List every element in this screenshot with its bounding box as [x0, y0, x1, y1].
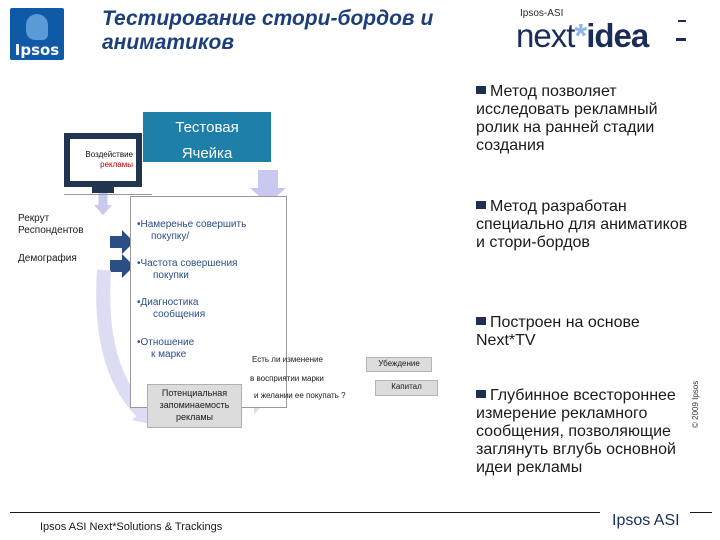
bullet-purchase-frequency-line1: •Частота совершения — [137, 258, 238, 269]
test-cell-box — [143, 112, 271, 162]
test-cell-line1: Тестовая — [175, 119, 239, 136]
right-bullet-2 — [476, 198, 700, 252]
right-bullet-1 — [476, 83, 700, 155]
footer-brand: Ipsos ASI — [612, 512, 680, 529]
capital-tag: Капитал — [375, 380, 438, 396]
footer-line-right — [690, 512, 712, 513]
bullet-purchase-intent-line1: •Намеренье совершить — [137, 219, 247, 230]
tv-base-line — [64, 194, 152, 195]
demography-label: Демография — [18, 253, 77, 264]
brand-next: next — [516, 17, 575, 54]
question-line1: Есть ли изменение — [252, 355, 323, 364]
bullet-message-diagnostics — [137, 297, 205, 321]
slide-title-line2: аниматиков — [102, 31, 235, 54]
ipsos-logo-text: Ipsos — [14, 41, 60, 59]
right-bullet-3-text: Построен на основе Next*TV — [476, 314, 640, 349]
bullet-brand-attitude — [137, 337, 194, 361]
bullet-message-diagnostics-line1: •Диагностика — [137, 297, 199, 308]
conviction-tag: Убеждение — [366, 357, 432, 372]
footer-line — [10, 512, 600, 513]
tv-stand — [92, 187, 114, 193]
potential-line2: запоминаемость — [159, 400, 230, 410]
recruit-line2: Респондентов — [18, 225, 84, 236]
square-bullet-icon — [476, 317, 486, 325]
test-cell-line2: Ячейка — [181, 145, 233, 162]
question-line3: и желании ее покупать ? — [254, 391, 346, 400]
bullet-purchase-intent — [137, 219, 246, 243]
bullet-purchase-frequency-line2: покупки — [153, 270, 189, 281]
brand-idea: idea — [586, 17, 649, 54]
potential-line1: Потенциальная — [161, 388, 228, 398]
tv-label-line2: рекламы — [100, 160, 133, 169]
bullet-message-diagnostics-line2: сообщения — [153, 309, 206, 320]
potential-memorability-box — [147, 384, 242, 428]
bullet-purchase-intent-line2: покупку/ — [151, 231, 190, 242]
brand-star: * — [574, 17, 587, 54]
tv-label-line1: Воздействие — [85, 150, 133, 159]
bullet-brand-attitude-line2: к марке — [151, 349, 187, 360]
right-bullet-3 — [476, 314, 700, 350]
bullet-purchase-frequency — [137, 258, 237, 282]
bullet-brand-attitude-line1: •Отношение — [137, 337, 195, 348]
right-bullet-4-text: Глубинное всестороннее измерение рекламного сообщения, позволяющие заглянуть вглубь основной идеи рекламы — [476, 387, 676, 476]
footer-text: Ipsos ASI Next*Solutions & Trackings — [40, 521, 223, 533]
brand-small: Ipsos-ASI — [520, 8, 564, 19]
down-arrow-tv-head — [94, 205, 112, 215]
slide-title-line1: Тестирование стори-бордов и — [102, 7, 434, 30]
recruit-line1: Рекрут — [18, 213, 50, 224]
copyright-text: © 2009 Ipsos — [691, 380, 700, 428]
recruit-label — [18, 213, 84, 237]
tv-screen — [70, 139, 136, 181]
square-bullet-icon — [476, 201, 486, 209]
right-bullet-2-text: Метод разработан специально для аниматиков и стори-бордов — [476, 198, 688, 251]
question-line2: в восприятии марки — [250, 374, 324, 383]
potential-line3: рекламы — [176, 412, 213, 422]
right-bullet-1-text: Метод позволяет исследовать рекламный ролик на ранней стадии создания — [476, 83, 658, 154]
right-bullet-4 — [476, 387, 700, 477]
square-bullet-icon — [476, 390, 486, 398]
square-bullet-icon — [476, 86, 486, 94]
